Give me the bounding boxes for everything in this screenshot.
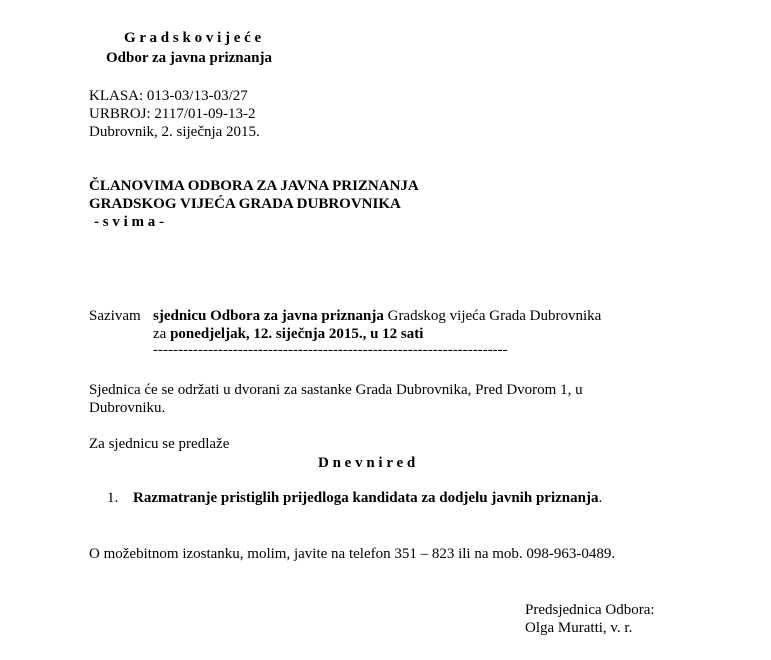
signature-title: Predsjednica Odbora: xyxy=(525,602,655,618)
summons-council-name: Gradskog vijeća Grada Dubrovnika xyxy=(383,308,602,324)
committee-heading: Odbor za javna priznanja xyxy=(106,50,272,66)
recipients-line-2: GRADSKOG VIJEĆA GRADA DUBROVNIKA xyxy=(89,196,401,212)
summons-date-prefix: za xyxy=(153,326,171,342)
agenda-item-number: 1. xyxy=(107,490,119,506)
agenda-item-text: Razmatranje pristiglih prijedloga kandidata za dodjelu javnih priznanja xyxy=(133,490,599,506)
absence-note: O možebitnom izostanku, molim, javite na telefon 351 – 823 ili na mob. 098-963-0489. xyxy=(89,546,616,562)
summons-date: ponedjeljak, 12. siječnja 2015., u 12 sati xyxy=(170,326,424,342)
signature-name: Olga Muratti, v. r. xyxy=(525,620,633,636)
agenda-item xyxy=(107,489,602,507)
recipients-line-1: ČLANOVIMA ODBORA ZA JAVNA PRIZNANJA xyxy=(89,178,419,194)
summons-meeting-name: sjednicu Odbora za javna priznanja xyxy=(153,308,384,324)
council-heading: G r a d s k o v i j e ć e xyxy=(124,30,262,46)
recipients-all: - s v i m a - xyxy=(94,214,164,230)
summons-divider: ----------------------------------------------------------------------- xyxy=(153,342,508,358)
summons-lead: Sazivam xyxy=(89,308,141,324)
agenda-title: D n e v n i r e d xyxy=(318,455,416,471)
agenda-intro: Za sjednicu se predlaže xyxy=(89,436,230,452)
summons-line-1 xyxy=(153,307,601,325)
venue-line-1: Sjednica će se održati u dvorani za sastanke Grada Dubrovnika, Pred Dvorom 1, u xyxy=(89,382,583,398)
agenda-item-tail: . xyxy=(598,490,603,506)
venue-line-2: Dubrovniku. xyxy=(89,400,166,416)
klasa-line: KLASA: 013-03/13-03/27 xyxy=(89,88,248,104)
place-date-line: Dubrovnik, 2. siječnja 2015. xyxy=(89,124,260,140)
urbroj-line: URBROJ: 2117/01-09-13-2 xyxy=(89,106,256,122)
